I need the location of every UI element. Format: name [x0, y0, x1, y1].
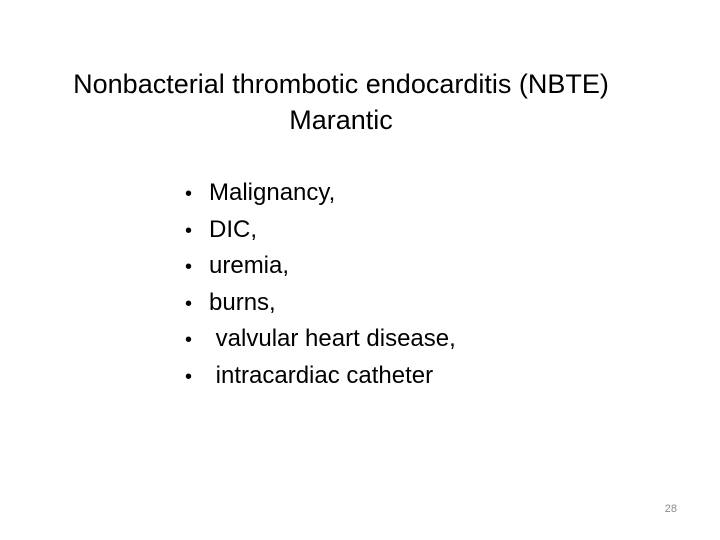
- bullet-icon: •: [185, 292, 193, 315]
- title-line-1: Nonbacterial thrombotic endocarditis (NBTE): [73, 69, 609, 99]
- bullet-icon: •: [185, 219, 193, 242]
- list-item: [185, 175, 456, 212]
- list-item: [185, 248, 456, 285]
- list-item: [185, 358, 456, 395]
- bullet-text: valvular heart disease,: [209, 325, 456, 352]
- page-number: 28: [664, 503, 677, 515]
- title-line-2: Marantic: [289, 105, 393, 135]
- bullet-list: [185, 175, 456, 394]
- bullet-icon: •: [185, 256, 193, 278]
- list-item: [185, 285, 456, 322]
- bullet-text: uremia,: [209, 252, 290, 279]
- bullet-icon: •: [185, 329, 193, 351]
- bullet-icon: •: [185, 365, 193, 388]
- list-item: [185, 212, 456, 249]
- slide-title: [0, 66, 682, 138]
- bullet-text: Malignancy,: [209, 179, 336, 206]
- bullet-text: burns,: [209, 288, 276, 316]
- bullet-icon: •: [185, 183, 193, 205]
- list-item: [185, 321, 456, 358]
- bullet-text: intracardiac catheter: [209, 361, 434, 389]
- bullet-text: DIC,: [209, 215, 257, 243]
